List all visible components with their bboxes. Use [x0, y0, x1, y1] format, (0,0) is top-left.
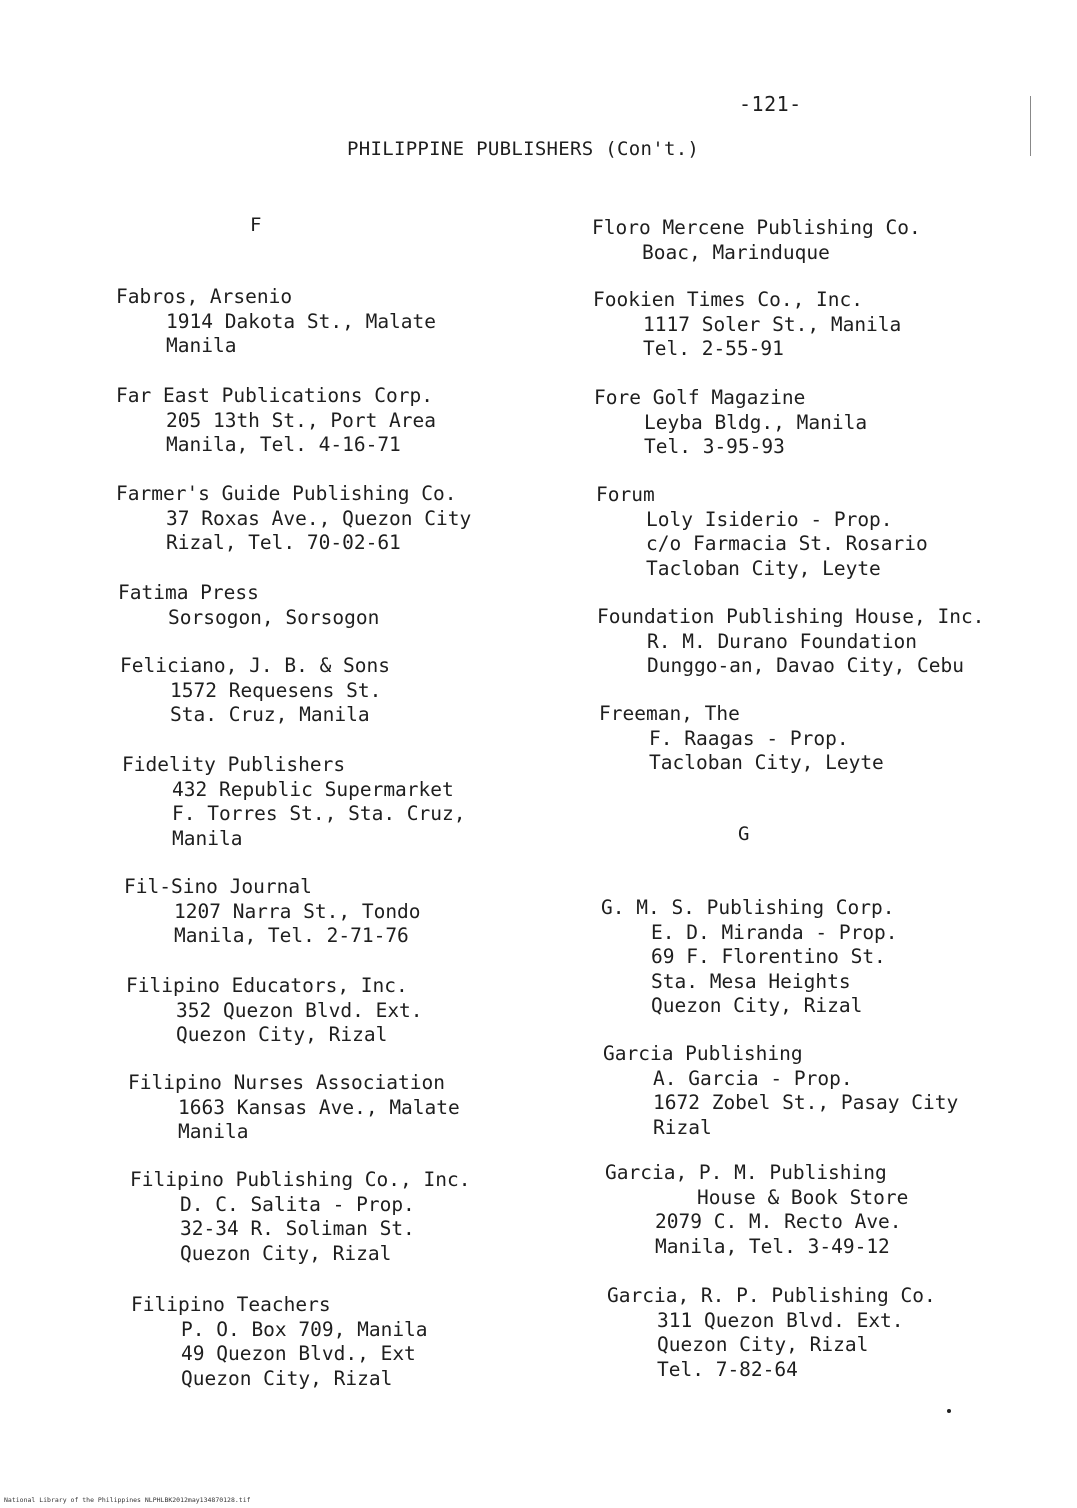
publisher-address: Tel. 3-95-93	[644, 435, 785, 458]
publisher-address: 205 13th St., Port Area	[166, 408, 437, 432]
publisher-address: D. C. Salita - Prop.	[180, 1192, 415, 1216]
publisher-entry	[603, 1042, 958, 1140]
publisher-name: Filipino Nurses Association	[128, 1071, 445, 1094]
publisher-name: Fabros, Arsenio	[116, 285, 293, 308]
publisher-name: Fore Golf Magazine	[594, 386, 806, 409]
publisher-entry	[116, 285, 436, 359]
publisher-entry	[131, 1293, 428, 1391]
publisher-entry	[118, 581, 379, 630]
publisher-address: 1914 Dakota St., Malate	[166, 309, 437, 333]
publisher-address: 432 Republic Supermarket	[172, 777, 454, 801]
publisher-address: Rizal	[653, 1115, 712, 1139]
page-title: PHILIPPINE PUBLISHERS (Con't.)	[347, 138, 700, 160]
publisher-name: Floro Mercene Publishing Co.	[592, 216, 921, 239]
publisher-entry	[124, 875, 421, 949]
publisher-address: Manila, Tel. 4-16-71	[166, 433, 401, 456]
publisher-entry	[128, 1071, 460, 1145]
publisher-address: 1672 Zobel St., Pasay City	[653, 1091, 959, 1114]
publisher-address: 32-34 R. Soliman St.	[180, 1217, 415, 1240]
publisher-name: Filipino Publishing Co., Inc.	[130, 1168, 471, 1191]
publisher-address: Manila, Tel. 2-71-76	[174, 924, 409, 947]
publisher-name: G. M. S. Publishing Corp.	[601, 896, 895, 919]
publisher-entry	[597, 605, 984, 679]
publisher-entry	[126, 974, 423, 1048]
publisher-address: P. O. Box 709, Manila	[181, 1317, 428, 1341]
publisher-entry	[116, 482, 471, 556]
publisher-address: 2079 C. M. Recto Ave.	[655, 1210, 902, 1233]
publisher-address: Leyba Bldg., Manila	[644, 410, 868, 434]
publisher-name: Fookien Times Co., Inc.	[593, 288, 864, 311]
publisher-address: E. D. Miranda - Prop.	[651, 920, 898, 944]
publisher-address: Tacloban City, Leyte	[646, 556, 881, 580]
publisher-address: Tel. 7-82-64	[657, 1357, 798, 1381]
publisher-address: Manila	[178, 1120, 249, 1143]
publisher-address: Sta. Cruz, Manila	[170, 703, 370, 726]
footer-note: National Library of the Philippines NLPHLBK2012may134870128.tif	[4, 1496, 251, 1504]
publisher-name: Filipino Teachers	[131, 1293, 331, 1316]
publisher-address: Quezon City, Rizal	[651, 994, 863, 1017]
section-letter-f: F	[250, 214, 262, 236]
publisher-address: A. Garcia - Prop.	[653, 1066, 853, 1090]
publisher-name: Garcia Publishing	[603, 1042, 803, 1065]
publisher-address: 352 Quezon Blvd. Ext.	[176, 998, 423, 1022]
publisher-address: 1572 Requesens St.	[170, 678, 382, 702]
publisher-entry	[594, 386, 867, 460]
publisher-name: Feliciano, J. B. & Sons	[120, 654, 391, 677]
publisher-address: Quezon City, Rizal	[181, 1366, 393, 1390]
publisher-address: Manila	[166, 334, 237, 357]
publisher-name: Fatima Press	[118, 581, 259, 604]
publisher-address: 1663 Kansas Ave., Malate	[178, 1095, 460, 1119]
publisher-address: Rizal, Tel. 70-02-61	[166, 531, 401, 554]
publisher-address: Boac, Marinduque	[642, 240, 830, 264]
publisher-address: Quezon City, Rizal	[180, 1241, 392, 1265]
publisher-name: Garcia, P. M. Publishing	[605, 1161, 887, 1184]
publisher-entry	[601, 896, 898, 1019]
publisher-address: 1117 Soler St., Manila	[643, 312, 902, 336]
publisher-address: Tel. 2-55-91	[643, 337, 784, 360]
publisher-name: Forum	[596, 483, 655, 506]
publisher-address: 37 Roxas Ave., Quezon City	[166, 506, 472, 530]
publisher-address: House & Book Store	[697, 1185, 909, 1209]
publisher-address: 69 F. Florentino St.	[651, 945, 886, 968]
publisher-address: Quezon City, Rizal	[176, 1023, 388, 1046]
publisher-address: Manila	[172, 826, 243, 850]
publisher-address: Quezon City, Rizal	[657, 1333, 869, 1356]
publisher-address: Loly Isiderio - Prop.	[646, 507, 893, 531]
publisher-address: Tacloban City, Leyte	[649, 751, 884, 774]
publisher-entry	[592, 216, 921, 265]
publisher-address: Manila, Tel. 3-49-12	[655, 1234, 890, 1258]
publisher-entry	[596, 483, 928, 581]
publisher-address: c/o Farmacia St. Rosario	[646, 532, 928, 555]
publisher-address: F. Raagas - Prop.	[649, 726, 849, 750]
publisher-entry	[607, 1284, 936, 1382]
publisher-address: 49 Quezon Blvd., Ext	[181, 1342, 416, 1365]
publisher-name: Foundation Publishing House, Inc.	[597, 605, 985, 628]
publisher-name: Garcia, R. P. Publishing Co.	[607, 1284, 936, 1307]
publisher-name: Fil-Sino Journal	[124, 875, 312, 898]
publisher-name: Freeman, The	[599, 702, 740, 725]
publisher-entry	[599, 702, 884, 776]
publisher-entry	[120, 654, 390, 728]
publisher-entry	[116, 384, 436, 458]
publisher-name: Far East Publications Corp.	[116, 384, 433, 407]
publisher-name: Fidelity Publishers	[122, 753, 346, 776]
publisher-address: 311 Quezon Blvd. Ext.	[657, 1308, 904, 1332]
section-letter-g: G	[738, 823, 750, 845]
publisher-address: F. Torres St., Sta. Cruz,	[172, 802, 466, 825]
publisher-address: Sta. Mesa Heights	[651, 969, 851, 993]
publisher-name: Filipino Educators, Inc.	[126, 974, 408, 997]
publisher-entry	[130, 1168, 470, 1266]
publisher-entry	[605, 1161, 908, 1259]
stray-dot	[947, 1409, 951, 1413]
publisher-entry	[593, 288, 901, 362]
publisher-address: 1207 Narra St., Tondo	[174, 899, 421, 923]
publisher-name: Farmer's Guide Publishing Co.	[116, 482, 457, 505]
page-number: -121-	[739, 92, 802, 116]
publisher-address: Dunggo-an, Davao City, Cebu	[647, 654, 964, 677]
publisher-address: Sorsogon, Sorsogon	[168, 605, 380, 629]
publisher-entry	[122, 753, 466, 851]
publisher-address: R. M. Durano Foundation	[647, 629, 918, 653]
margin-mark	[1030, 96, 1031, 156]
